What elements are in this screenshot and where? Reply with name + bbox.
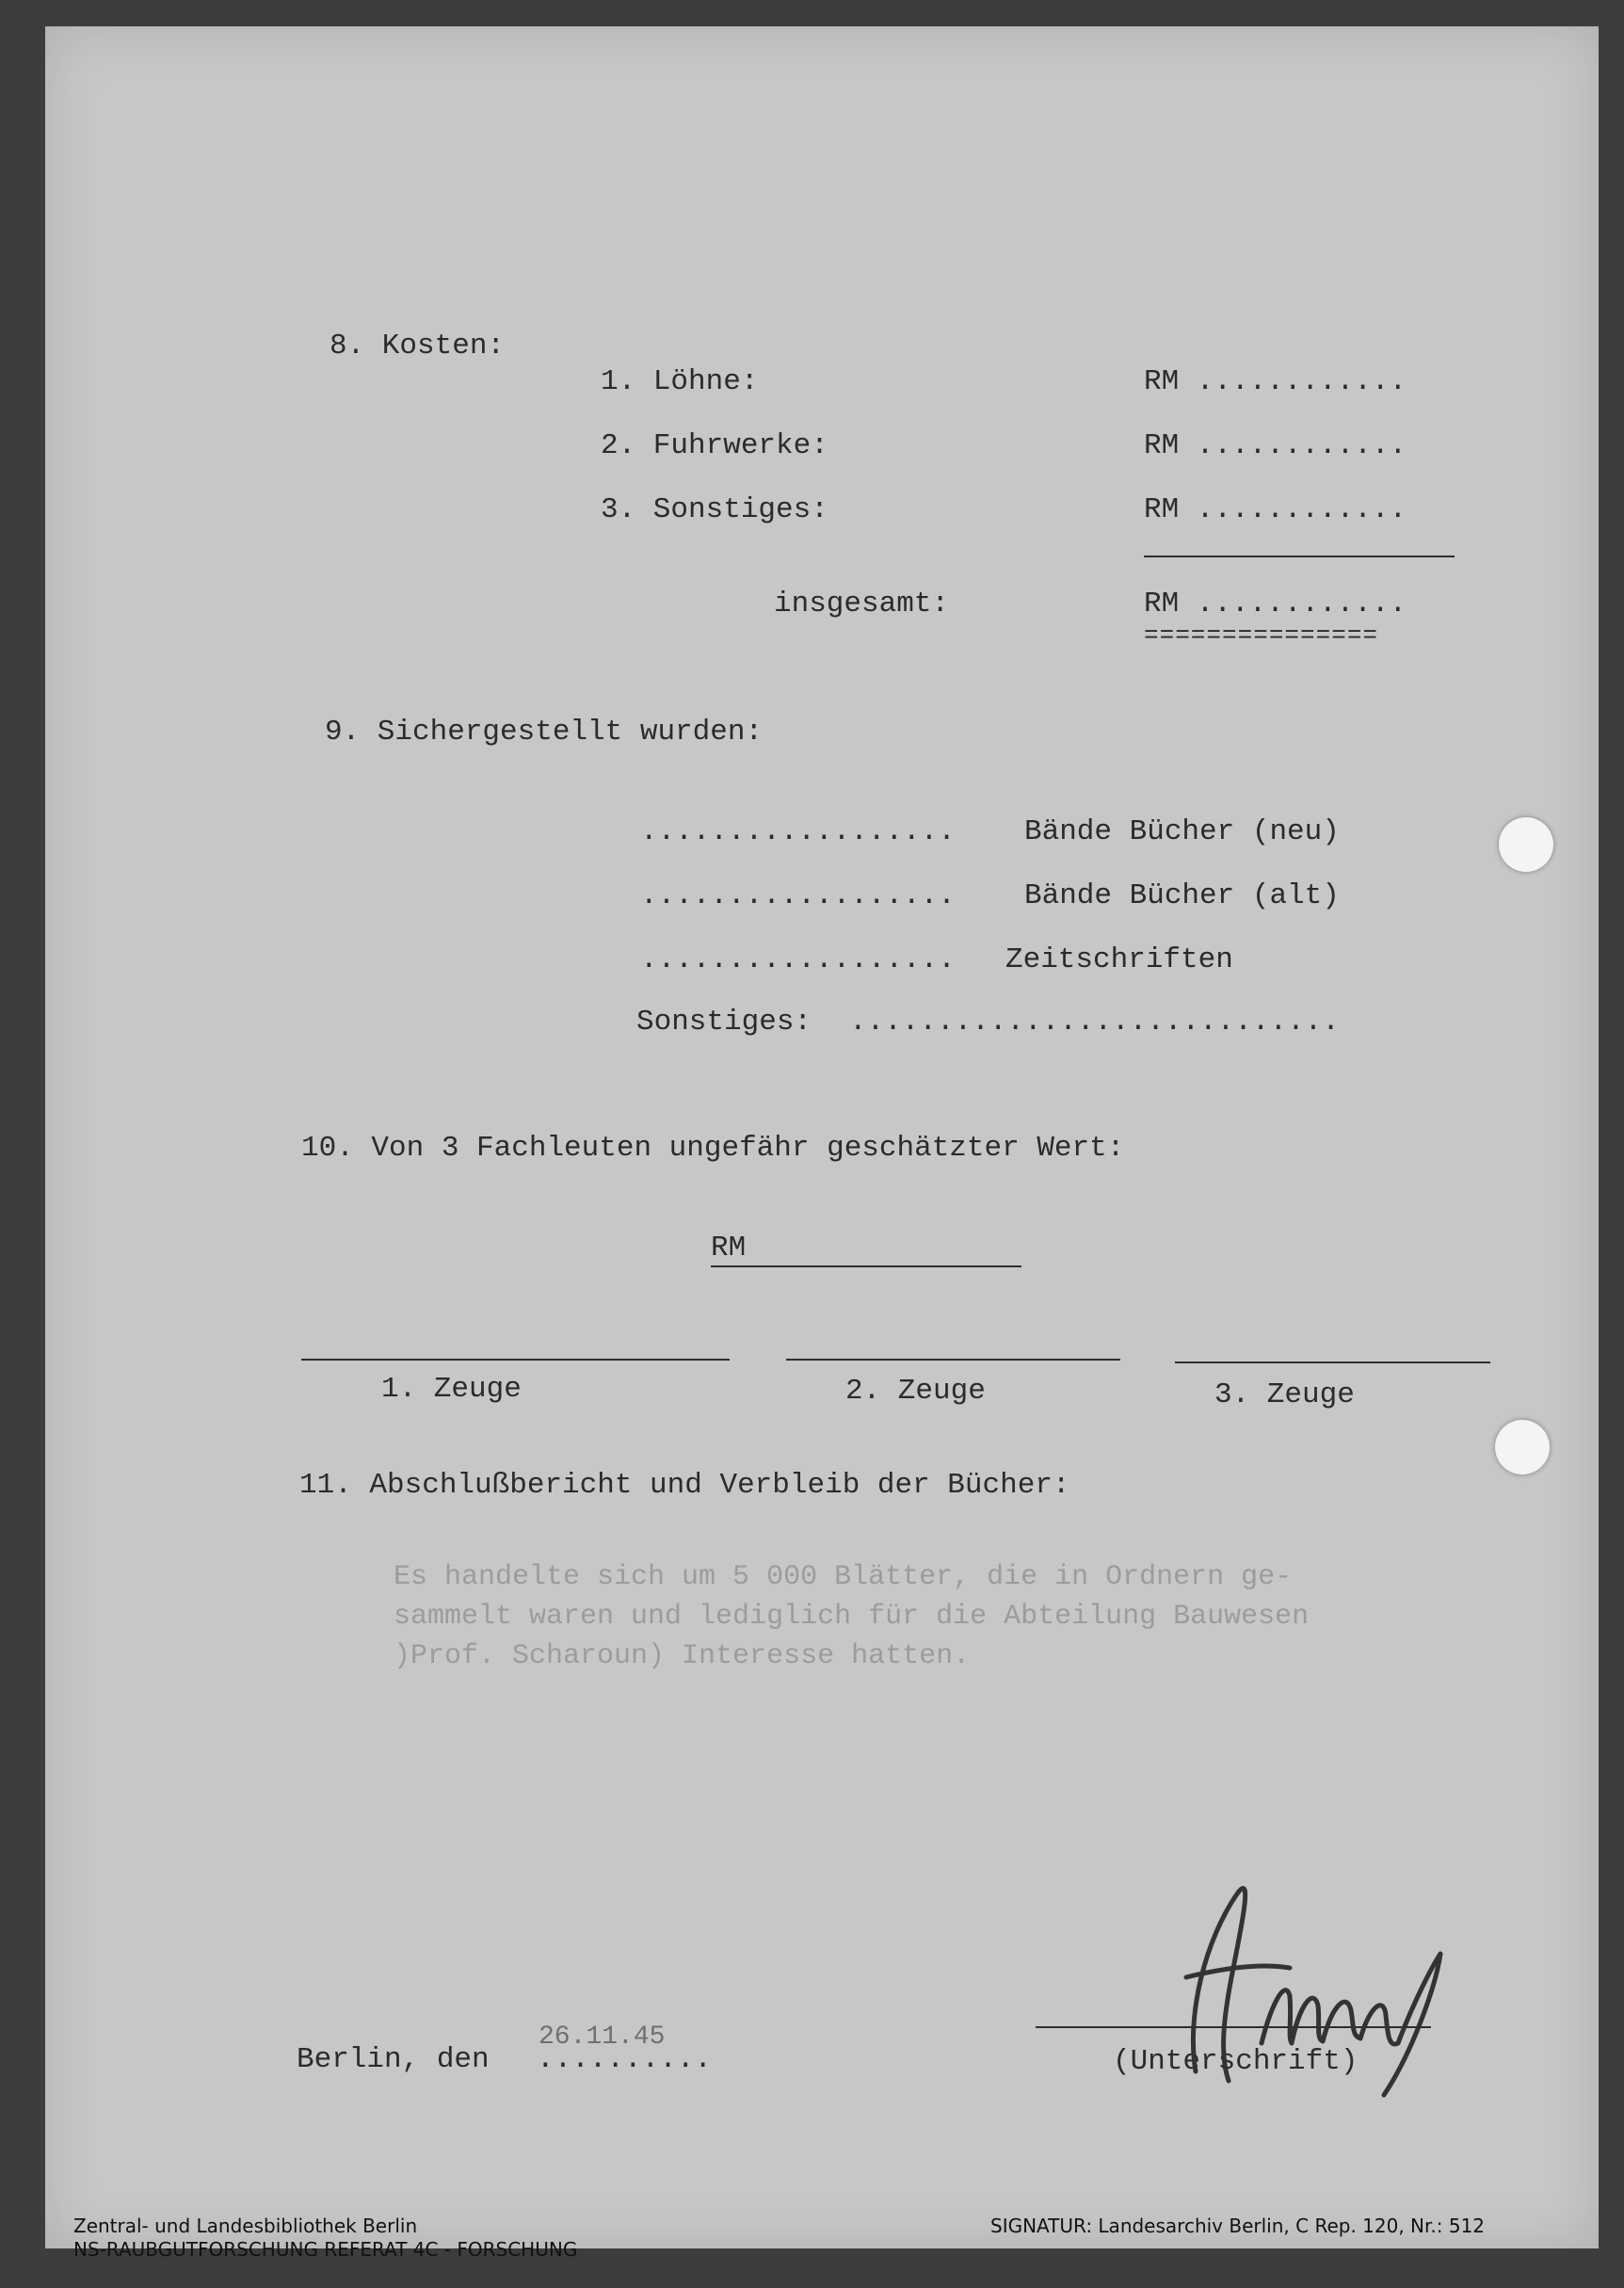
cost-item-label: 3. Sonstiges:: [601, 493, 828, 526]
secured-item-dots: ..................: [640, 815, 956, 848]
secured-item-label: Zeitschriften: [1005, 943, 1233, 976]
place-date-label: Berlin, den: [297, 2043, 490, 2076]
cost-total-amount: RM ............: [1144, 588, 1407, 620]
report-text-line: )Prof. Scharoun) Interesse hatten.: [394, 1640, 971, 1672]
cost-item-label: 2. Fuhrwerke:: [601, 429, 828, 462]
witness-3-label: 3. Zeuge: [1214, 1378, 1355, 1411]
footer-right: SIGNATUR: Landesarchiv Berlin, C Rep. 120, Nr.: 512: [990, 2215, 1486, 2237]
cost-total-label: insgesamt:: [774, 588, 950, 620]
secured-other-dots: ............................: [849, 1006, 1340, 1039]
witness-3-line: [1175, 1362, 1490, 1363]
section-8-heading: 8. Kosten:: [330, 330, 506, 363]
punch-hole-upper: [1499, 817, 1553, 872]
witness-1-line: [301, 1359, 730, 1361]
section-9-heading: 9. Sichergestellt wurden:: [325, 716, 764, 749]
section-10-heading: 10. Von 3 Fachleuten ungefähr geschätzter Wert:: [301, 1132, 1125, 1165]
cost-item-amount: RM ............: [1144, 493, 1407, 526]
date-value: 26.11.45: [539, 2022, 666, 2052]
secured-item-dots: ..................: [640, 943, 956, 976]
witness-2-line: [786, 1359, 1120, 1361]
handwritten-signature: [1130, 1864, 1450, 2109]
witness-2-label: 2. Zeuge: [845, 1375, 986, 1408]
footer-left-line-1: Zentral- und Landesbibliothek Berlin: [73, 2215, 418, 2237]
cost-item-amount: RM ............: [1144, 365, 1407, 398]
report-text-line: Es handelte sich um 5 000 Blätter, die in Ordnern ge-: [394, 1561, 1293, 1593]
secured-other-label: Sonstiges:: [636, 1006, 812, 1039]
date-dots: ..........: [537, 2043, 713, 2076]
estimated-value-label: RM: [711, 1232, 747, 1265]
section-11-heading: 11. Abschlußbericht und Verbleib der Bücher:: [299, 1469, 1070, 1502]
signature-caption: (Unterschrift): [1113, 2045, 1359, 2078]
punch-hole-lower: [1495, 1420, 1550, 1474]
cost-total-underline: ===============: [1144, 621, 1379, 650]
cost-item-label: 1. Löhne:: [601, 365, 759, 398]
witness-1-label: 1. Zeuge: [381, 1373, 522, 1406]
secured-item-label: Bände Bücher (alt): [1024, 879, 1340, 912]
secured-item-dots: ..................: [640, 879, 956, 912]
estimated-value-line: [711, 1265, 1021, 1267]
footer-left-line-2: NS-RAUBGUTFORSCHUNG REFERAT 4C - FORSCHUNG: [73, 2238, 578, 2261]
report-text-line: sammelt waren und lediglich für die Abteilung Bauwesen: [394, 1601, 1310, 1633]
secured-item-label: Bände Bücher (neu): [1024, 815, 1340, 848]
cost-item-amount: RM ............: [1144, 429, 1407, 462]
subtotal-rule: [1144, 556, 1455, 557]
